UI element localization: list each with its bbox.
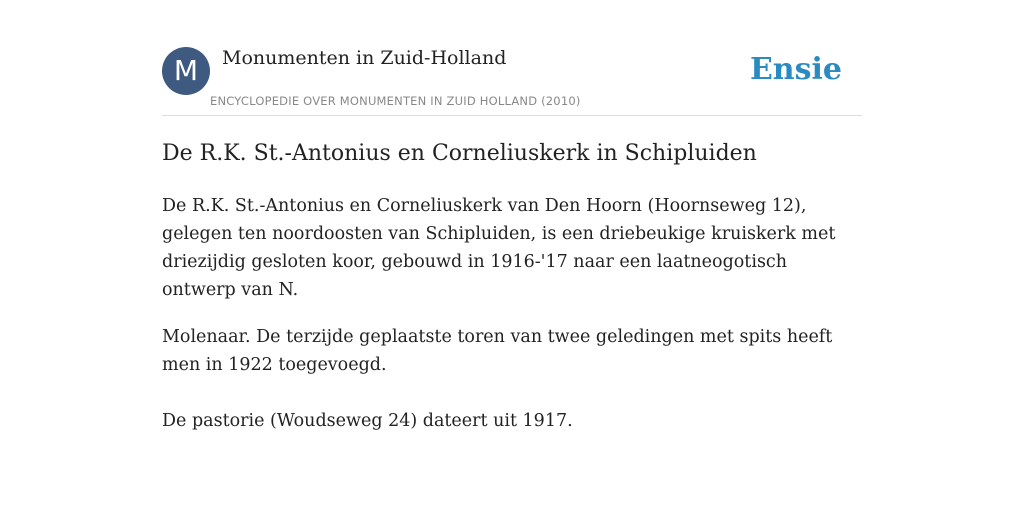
source-title-link[interactable]: Monumenten in Zuid-Holland bbox=[222, 47, 507, 69]
article-paragraph: De R.K. St.-Antonius en Corneliuskerk van Den Hoorn (Hoornseweg 12), gelegen ten noordoosten van Schipluiden, is een driebeukige kruiskerk met driezijdig gesloten koor, gebouwd in 1916-'17 naar een laatneogotisch ontwerp van N. bbox=[162, 196, 836, 300]
source-avatar[interactable]: M bbox=[162, 47, 210, 95]
article-paragraph: Molenaar. De terzijde geplaatste toren van twee geledingen met spits heeft men in 1922 toegevoegd. bbox=[162, 327, 833, 375]
source-subtitle: ENCYCLOPEDIE OVER MONUMENTEN IN ZUID HOLLAND (2010) bbox=[210, 94, 581, 108]
article-title: De R.K. St.-Antonius en Corneliuskerk in Schipluiden bbox=[162, 141, 757, 166]
article-body bbox=[162, 192, 862, 435]
header-divider bbox=[162, 115, 862, 116]
ensie-logo[interactable]: Ensie bbox=[749, 52, 842, 87]
article-paragraph: De pastorie (Woudseweg 24) dateert uit 1917. bbox=[162, 411, 573, 431]
